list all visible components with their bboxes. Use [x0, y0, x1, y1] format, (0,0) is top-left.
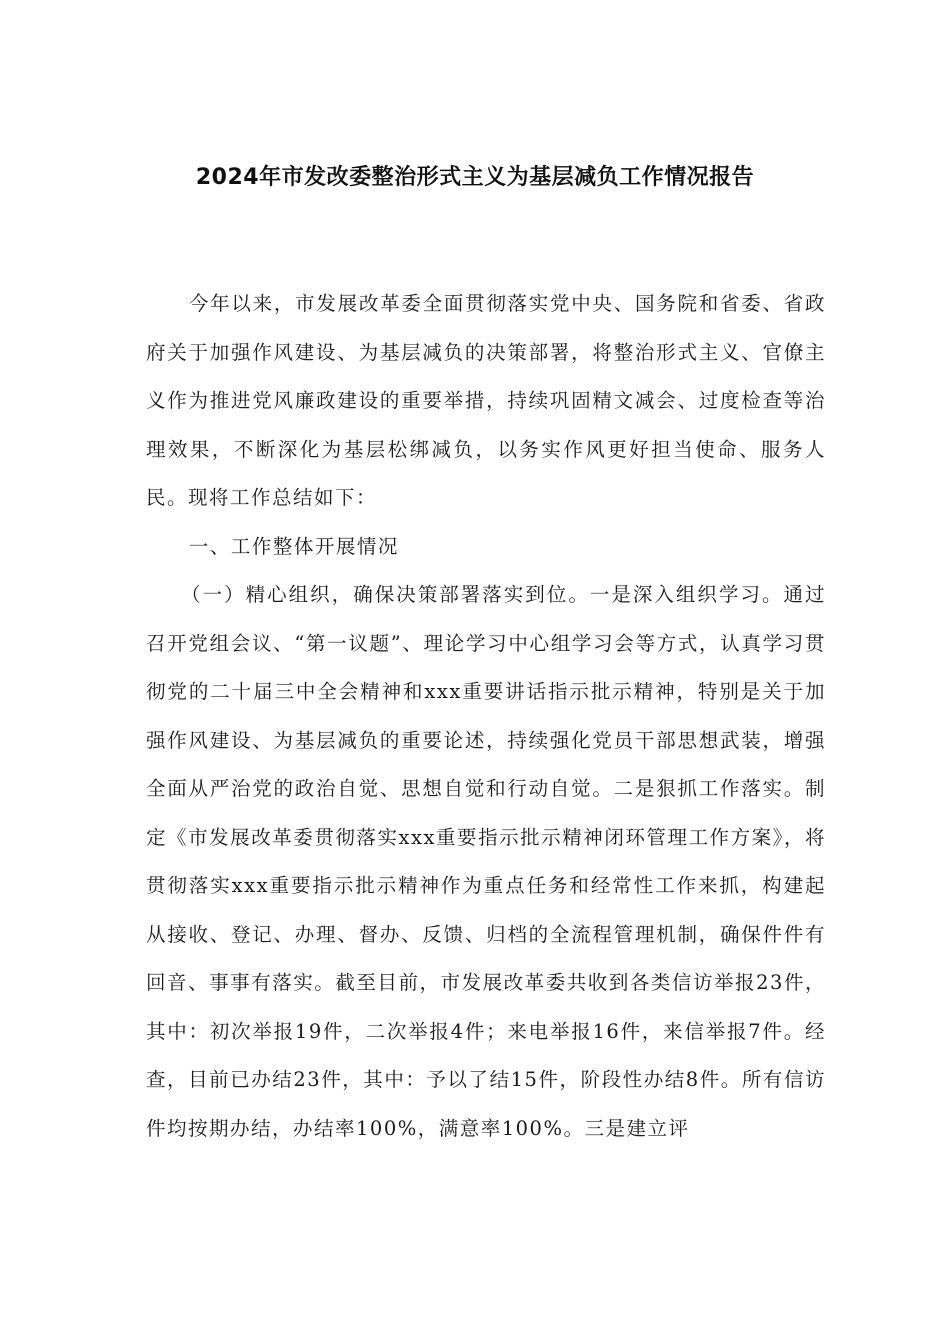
intro-paragraph: 今年以来，市发展改革委全面贯彻落实党中央、国务院和省委、省政府关于加强作风建设、为基层减负的决策部署，将整治形式主义、官僚主义作为推进党风廉政建设的重要举措，持续巩固精文减会、过度检查等治理效果，不断深化为基层松绑减负，以务实作风更好担当使命、服务人民。现将工作总结如下：	[146, 292, 826, 509]
section-heading: 一、工作整体开展情况	[188, 534, 399, 558]
subsection-paragraph: （一）精心组织，确保决策部署落实到位。一是深入组织学习。通过召开党组会议、“第一议题”、理论学习中心组学习会等方式，认真学习贯彻党的二十届三中全会精神和xxx重要讲话指示批示精神，特别是关于加强作风建设、为基层减负的重要论述，持续强化党员干部思想武装，增强全面从严治党的政治自觉、思想自觉和行动自觉。二是狠抓工作落实。制定《市发展改革委贯彻落实xxx重要指示批示精神闭环管理工作方案》，将贯彻落实xxx重要指示批示精神作为重点任务和经常性工作来抓，构建起从接收、登记、办理、督办、反馈、归档的全流程管理机制，确保件件有回音、事事有落实。截至目前，市发展改革委共收到各类信访举报23件，其中：初次举报19件，二次举报4件；来电举报16件，来信举报7件。经查，目前已办结23件，其中：予以了结15件，阶段性办结8件。所有信访件均按期办结，办结率100%，满意率100%。三是建立评	[146, 583, 826, 1140]
document-title: 2024年市发改委整治形式主义为基层减负工作情况报告	[195, 165, 755, 190]
document-body	[146, 280, 826, 1153]
